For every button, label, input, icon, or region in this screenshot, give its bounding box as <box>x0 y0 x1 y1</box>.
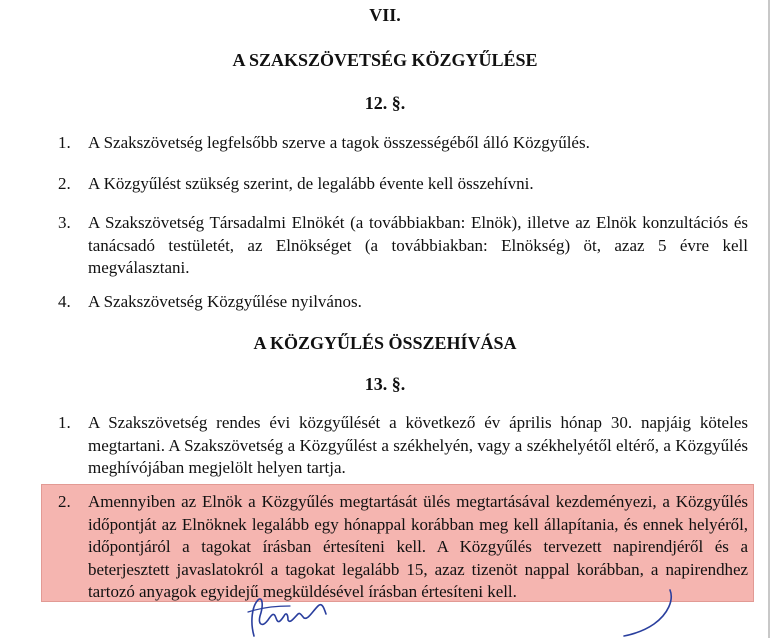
item-text: A Közgyűlést szükség szerint, de legalább évente kell összehívni. <box>88 174 534 193</box>
item-number: 2. <box>58 492 71 511</box>
item-text: A Szakszövetség Közgyűlése nyilvános. <box>88 292 362 311</box>
item-number: 1. <box>58 133 71 152</box>
item-number: 4. <box>58 292 71 311</box>
signature-icon <box>240 592 350 638</box>
item-number: 1. <box>58 413 71 432</box>
section-title: A SZAKSZÖVETSÉG KÖZGYŰLÉSE <box>232 50 538 70</box>
item-text: A Szakszövetség legfelsőbb szerve a tagok összességéből álló Közgyűlés. <box>88 133 590 152</box>
chapter-number: VII. <box>369 5 401 25</box>
subsection-title: A KÖZGYŰLÉS ÖSSZEHÍVÁSA <box>253 333 517 353</box>
item-number: 2. <box>58 174 71 193</box>
item-number: 3. <box>58 213 71 232</box>
item-text: A Szakszövetség Társadalmi Elnökét (a továbbiakban: Elnök), illetve az Elnök konzultációs és tanácsadó testületét, az Elnökséget (a továbbiakban: Elnökség) öt, azaz 5 évre kell megválasztani. <box>88 213 748 277</box>
signature-icon <box>610 586 680 638</box>
item-text: Amennyiben az Elnök a Közgyűlés megtartását ülés megtartásával kezdeményezi, a Közgyűlés időpontját az Elnöknek legalább egy hónappal korábban meg kell állapítania, és ennek helyéről, időpontjáról a tagokat írásban értesíteni kell. A Közgyűlés tervezett napirendjéről és a beterjesztett javaslatokról a tagokat legalább 15, azaz tizenöt nappal korábban, a napirendhez tartozó anyagok egyidejű megküldésével írásban értesíteni kell. <box>88 492 748 601</box>
paragraph-number-13: 13. §. <box>364 374 406 394</box>
item-text: A Szakszövetség rendes évi közgyűlését a következő év április hónap 30. napjáig köteles megtartani. A Szakszövetség a Közgyűlést a székhelyén, vagy a székhelyétől eltérő, a Közgyűlés meghívójában megjelölt helyen tartja. <box>88 413 748 477</box>
paragraph-number-12: 12. §. <box>364 93 406 113</box>
